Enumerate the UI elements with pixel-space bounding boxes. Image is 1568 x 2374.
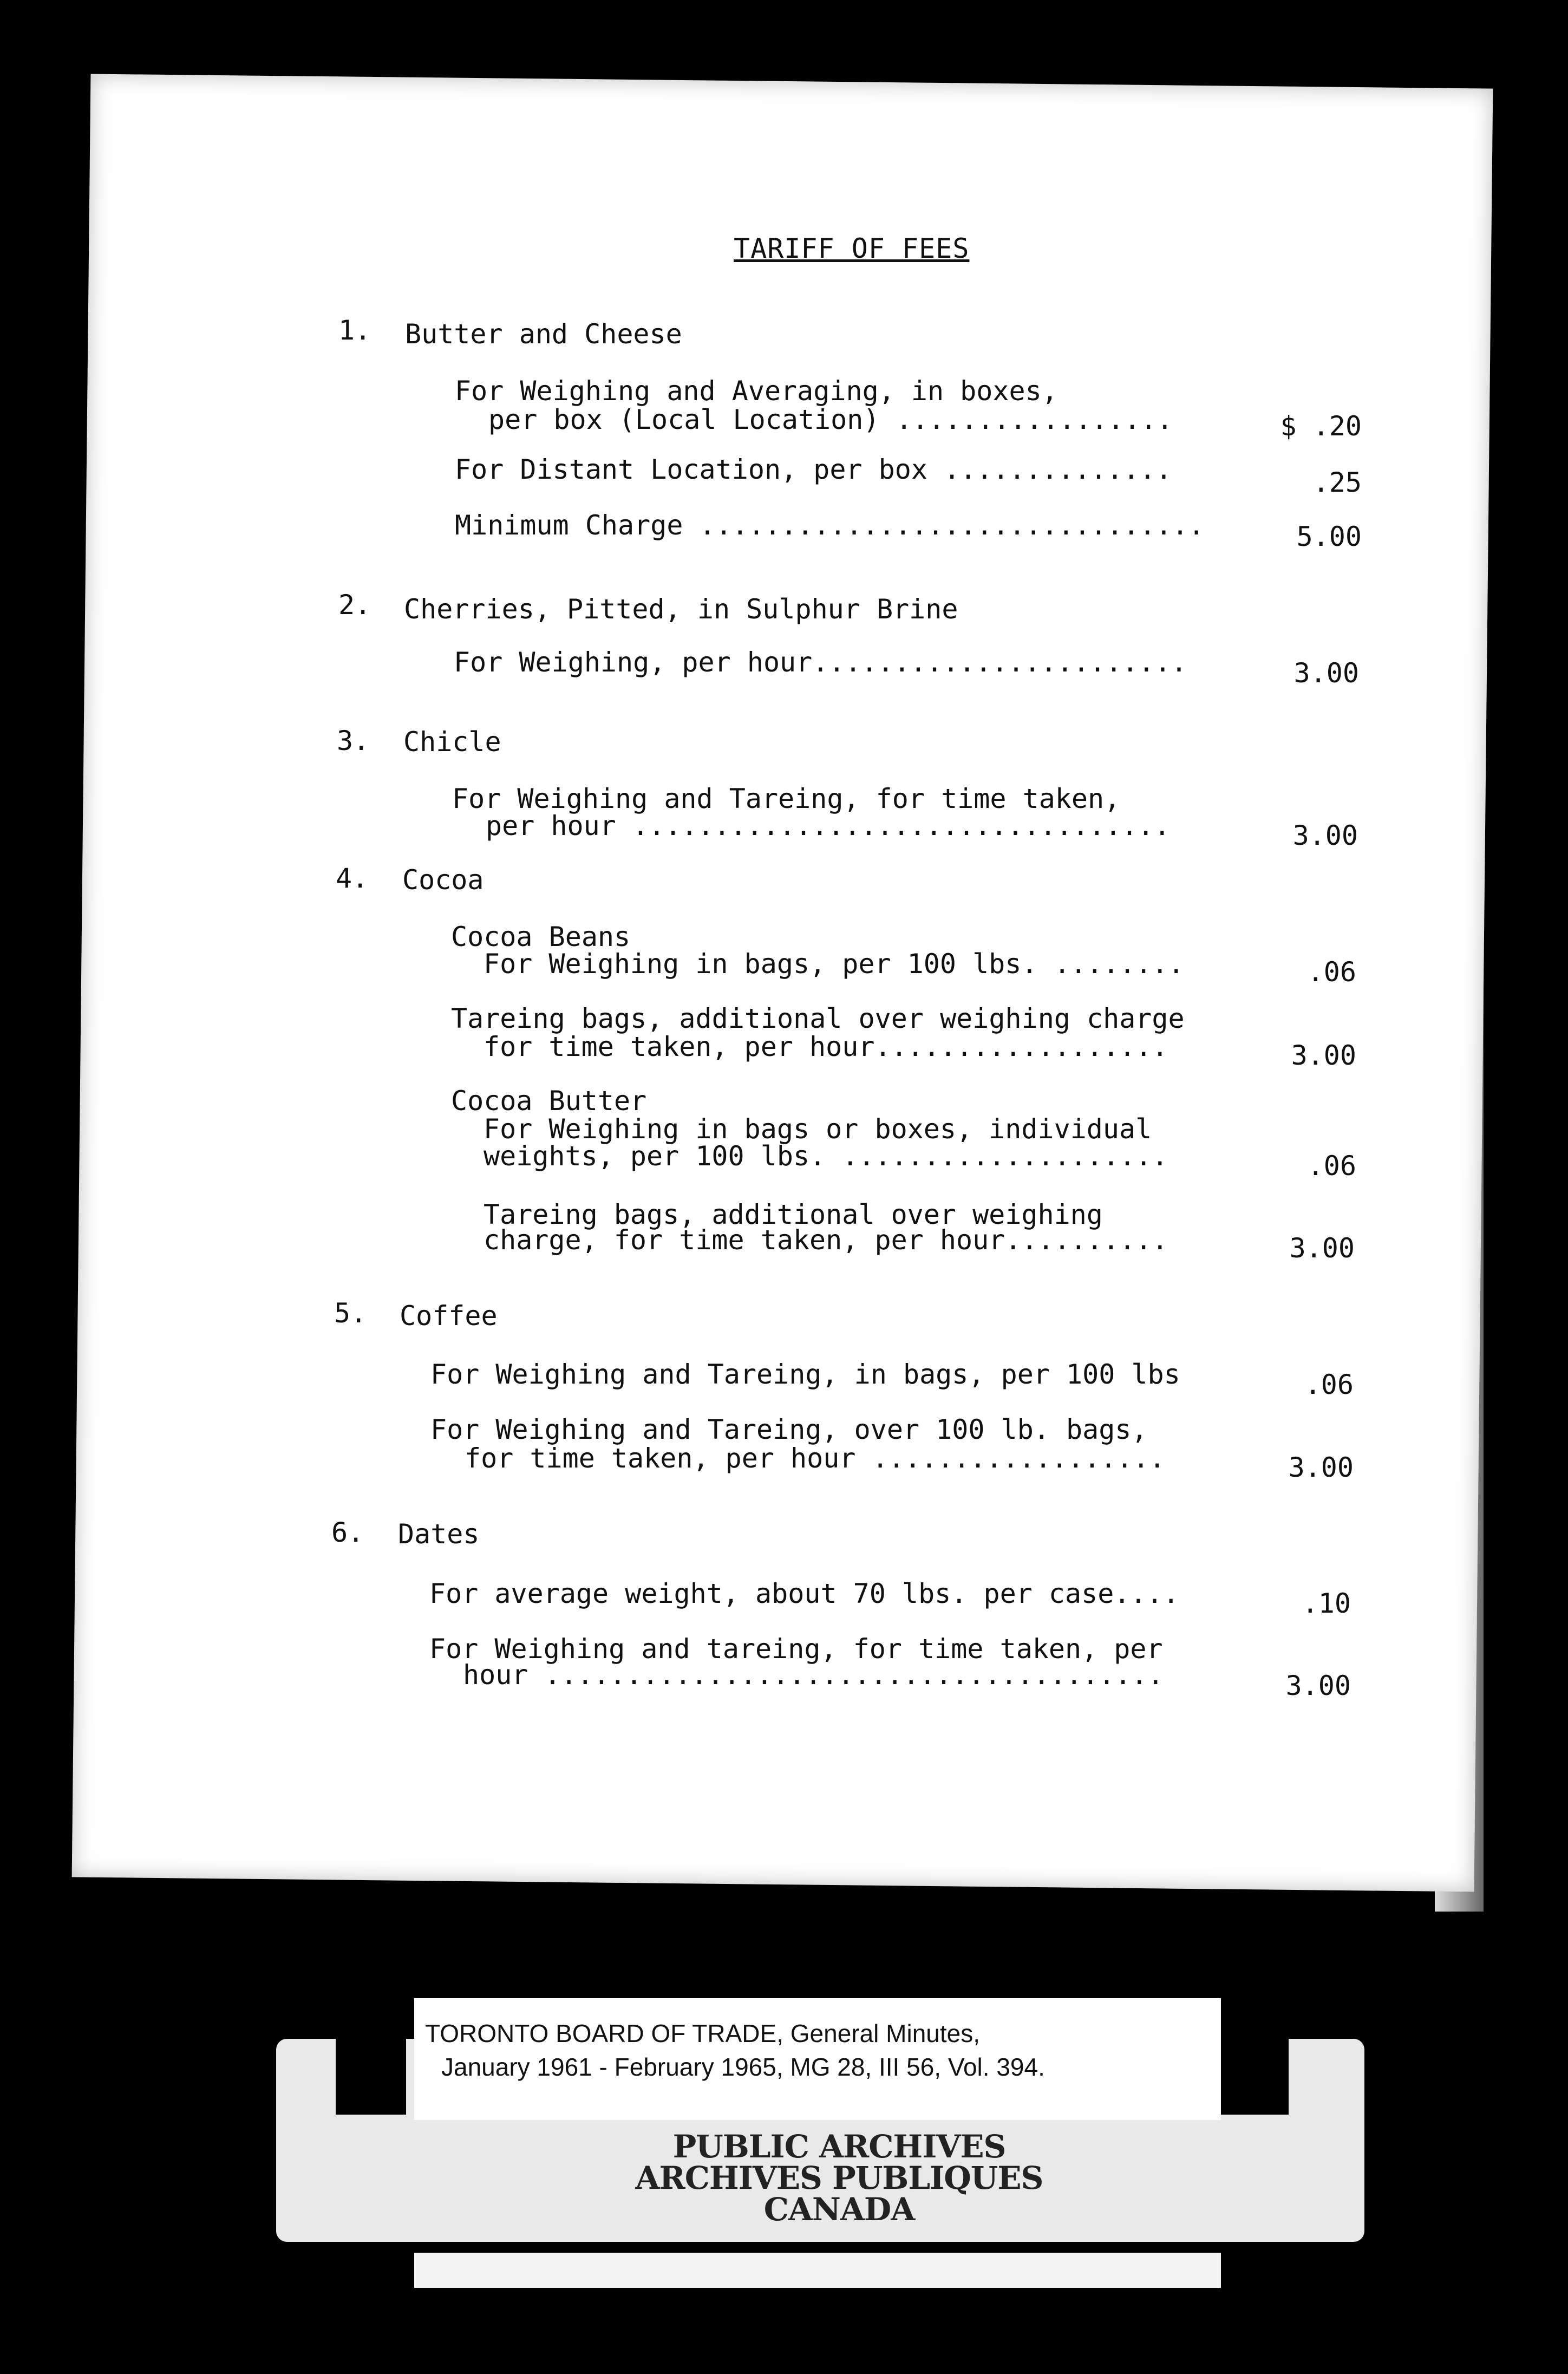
item-line: per box (Local Location) .................	[488, 404, 1173, 435]
archives-stamp	[541, 2128, 1137, 2228]
document-title: TARIFF OF FEES	[734, 233, 970, 264]
item-line: Minimum Charge ...............................	[455, 510, 1205, 541]
label-strip	[414, 2253, 1221, 2288]
item-price: 3.00	[1289, 1232, 1355, 1264]
item-price: .06	[1304, 1369, 1354, 1400]
item-price: 3.00	[1293, 657, 1359, 689]
item-line: For Weighing in bags, per 100 lbs. ........	[484, 948, 1185, 980]
item-line: For Weighing and Tareing, in bags, per 100 lbs	[430, 1359, 1180, 1390]
item-price: $ .20	[1280, 410, 1362, 442]
item-line: For Weighing, per hour.......................	[454, 647, 1187, 678]
section-number: 2.	[338, 589, 371, 621]
archives-stamp-line: CANADA	[763, 2191, 915, 2228]
item-line: charge, for time taken, per hour..........	[484, 1224, 1168, 1256]
label-notch	[1218, 2039, 1289, 2115]
item-line: For Weighing and Averaging, in boxes,	[455, 375, 1058, 407]
item-line: For Distant Location, per box ..............	[455, 454, 1172, 485]
item-line: For average weight, about 70 lbs. per case....	[429, 1578, 1179, 1609]
archives-stamp-line: ARCHIVES PUBLIQUES	[635, 2160, 1043, 2196]
item-line: for time taken, per hour ..................	[465, 1443, 1166, 1474]
item-price: 5.00	[1296, 521, 1362, 552]
item-line: Tareing bags, additional over weighing charge	[451, 1003, 1185, 1034]
section-title: Dates	[398, 1518, 480, 1550]
item-price: 3.00	[1285, 1670, 1351, 1701]
section-number: 5.	[334, 1297, 367, 1329]
citation-slip	[414, 1998, 1221, 2120]
item-price: 3.00	[1288, 1452, 1354, 1483]
section-title: Coffee	[400, 1300, 498, 1332]
section-number: 3.	[337, 725, 370, 756]
archives-stamp-line: PUBLIC ARCHIVES	[672, 2128, 1006, 2165]
item-line: Cocoa Beans	[451, 921, 631, 953]
item-price: .25	[1312, 467, 1362, 498]
section-title: Cherries, Pitted, in Sulphur Brine	[404, 594, 958, 625]
item-line: For Weighing and tareing, for time taken, per	[429, 1633, 1163, 1665]
section-title: Chicle	[403, 726, 501, 758]
item-line: For Weighing and Tareing, for time taken,	[452, 783, 1121, 814]
section-number: 6.	[331, 1517, 364, 1548]
label-notch	[336, 2039, 406, 2115]
section-number: 1.	[338, 315, 371, 346]
citation-line: TORONTO BOARD OF TRADE, General Minutes,	[425, 2019, 981, 2047]
item-line: Tareing bags, additional over weighing	[484, 1199, 1103, 1230]
item-line: weights, per 100 lbs. ....................	[484, 1140, 1168, 1172]
item-price: .06	[1307, 1150, 1356, 1182]
item-line: per hour .................................	[486, 810, 1171, 842]
section-number: 4.	[336, 863, 369, 894]
citation-line: January 1961 - February 1965, MG 28, III 56, Vol. 394.	[441, 2053, 1045, 2081]
item-line: For Weighing in bags or boxes, individual	[484, 1113, 1152, 1145]
item-price: 3.00	[1291, 1040, 1356, 1071]
item-line: for time taken, per hour..................	[484, 1031, 1168, 1062]
item-line: hour ......................................	[463, 1659, 1164, 1691]
item-line: Cocoa Butter	[451, 1085, 647, 1117]
item-price: .06	[1307, 956, 1356, 988]
item-price: .10	[1302, 1588, 1351, 1619]
item-price: 3.00	[1292, 820, 1358, 851]
section-title: Cocoa	[402, 864, 484, 896]
section-title: Butter and Cheese	[405, 318, 682, 350]
item-line: For Weighing and Tareing, over 100 lb. bags,	[430, 1414, 1148, 1445]
